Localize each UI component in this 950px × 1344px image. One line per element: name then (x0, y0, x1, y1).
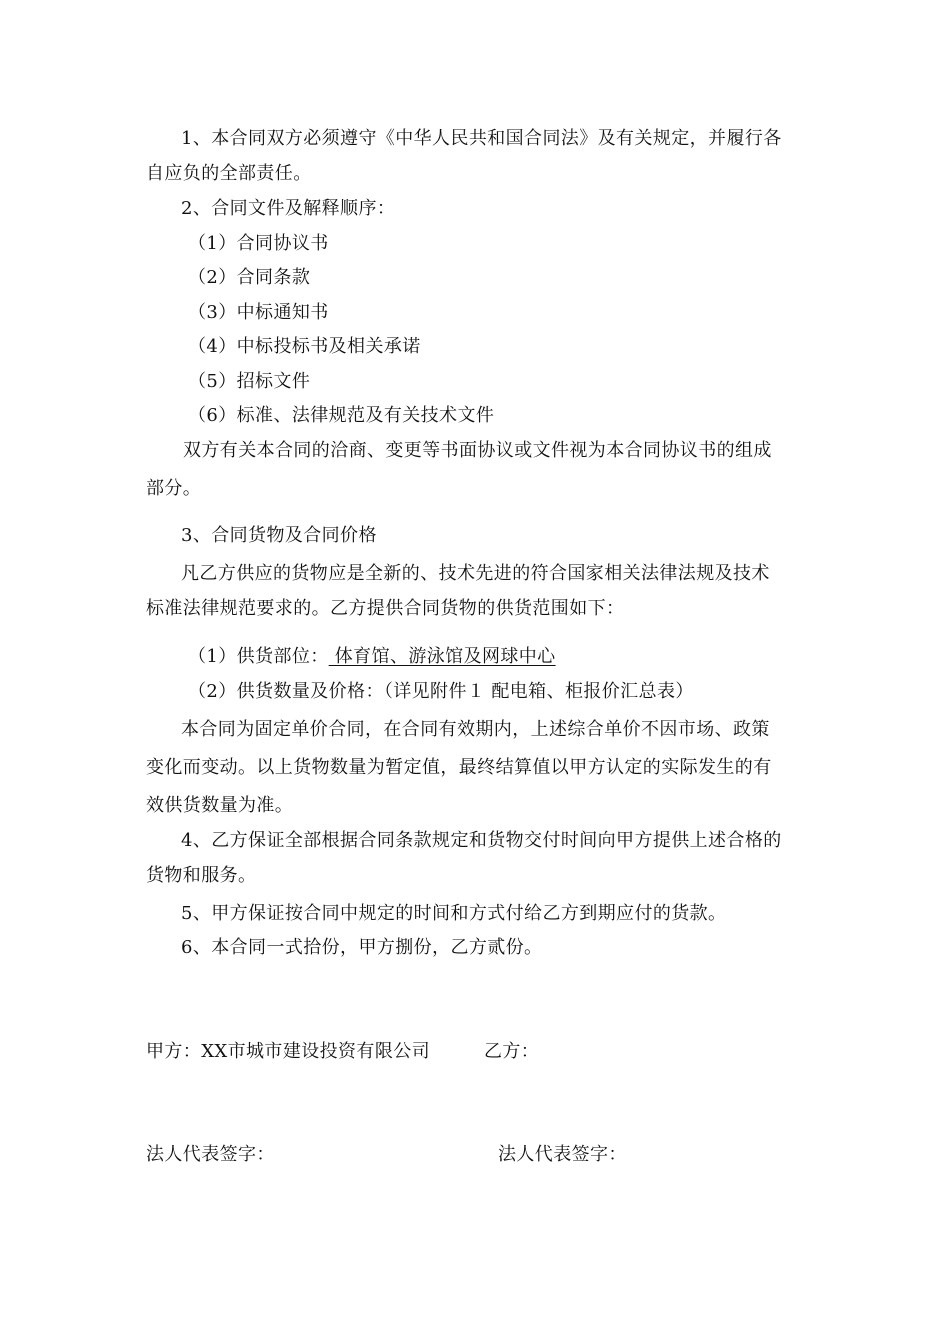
clause-6: 6、本合同一式拾份，甲方捌份，乙方贰份。 (181, 937, 543, 958)
supply-quantity-row: （2）供货数量及价格：（详见附件１ 配电箱、柜报价汇总表） (188, 681, 694, 702)
clause-1-line-1: 1、本合同双方必须遵守《中华人民共和国合同法》及有关规定，并履行各 (181, 128, 782, 149)
clause-4-line-2: 货物和服务。 (146, 865, 257, 886)
document-order-item-4: （4）中标投标书及相关承诺 (188, 336, 421, 357)
price-line-2: 变化而变动。以上货物数量为暂定值，最终结算值以甲方认定的实际发生的有 (146, 757, 772, 778)
supply-location-row (188, 645, 556, 669)
clause-2-note-line-2: 部分。 (146, 478, 202, 499)
clause-3-title: 3、合同货物及合同价格 (181, 525, 377, 546)
supply-location-value: 体育馆、游泳馆及网球中心 (328, 646, 556, 667)
party-b-signature-label: 法人代表签字： (498, 1144, 627, 1165)
clause-5: 5、甲方保证按合同中规定的时间和方式付给乙方到期应付的货款。 (181, 903, 727, 924)
document-order-item-6: （6）标准、法律规范及有关技术文件 (188, 405, 495, 426)
document-order-item-2: （2）合同条款 (188, 267, 311, 288)
document-order-item-3: （3）中标通知书 (188, 302, 329, 323)
document-order-item-1: （1）合同协议书 (188, 233, 329, 254)
clause-3-desc-line-1: 凡乙方供应的货物应是全新的、技术先进的符合国家相关法律法规及技术 (181, 563, 770, 584)
price-line-1: 本合同为固定单价合同，在合同有效期内，上述综合单价不因市场、政策 (181, 719, 770, 740)
party-b-name: 乙方： (484, 1041, 540, 1062)
clause-2-note-line-1: 双方有关本合同的洽商、变更等书面协议或文件视为本合同协议书的组成 (183, 440, 772, 461)
clause-2-title: 2、合同文件及解释顺序： (181, 198, 396, 219)
document-order-item-5: （5）招标文件 (188, 371, 311, 392)
price-line-3: 效供货数量为准。 (146, 795, 294, 816)
clause-3-desc-line-2: 标准法律规范要求的。乙方提供合同货物的供货范围如下： (146, 598, 625, 619)
clause-1-line-2: 自应负的全部责任。 (146, 163, 312, 184)
clause-4-line-1: 4、乙方保证全部根据合同条款规定和货物交付时间向甲方提供上述合格的 (181, 830, 782, 851)
party-a-signature-label: 法人代表签字： (146, 1144, 275, 1165)
supply-location-label: （1）供货部位： (188, 646, 329, 667)
party-a-name: 甲方：XX市城市建设投资有限公司 (146, 1041, 431, 1062)
